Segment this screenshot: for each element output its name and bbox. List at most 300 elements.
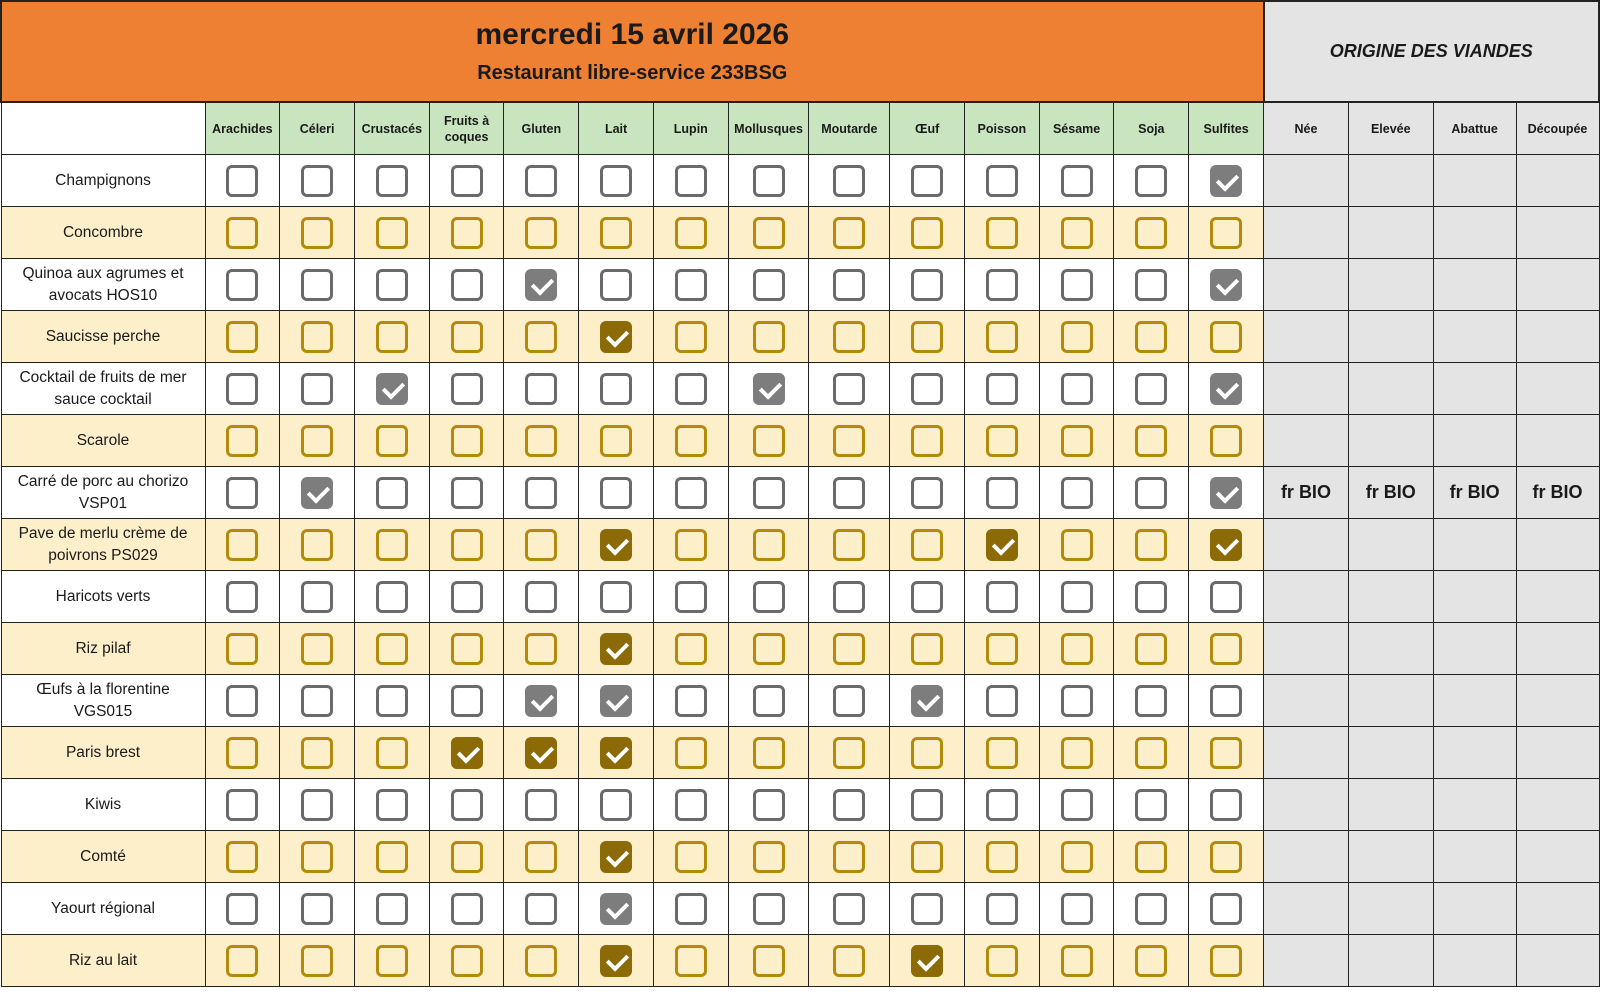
dish-row — [1, 415, 1599, 467]
origin-cell-abattue — [1433, 623, 1516, 675]
empty-checkbox[interactable] — [600, 165, 632, 197]
origin-cell-elevee — [1348, 727, 1433, 779]
checked-checkbox[interactable] — [911, 945, 943, 977]
allergen-cell-gluten — [504, 935, 579, 987]
empty-checkbox[interactable] — [911, 165, 943, 197]
allergen-cell-sulfites — [1189, 311, 1264, 363]
empty-checkbox[interactable] — [833, 269, 865, 301]
empty-checkbox[interactable] — [376, 529, 408, 561]
origin-cell-nee — [1264, 883, 1349, 935]
allergen-cell-gluten — [504, 155, 579, 207]
empty-checkbox[interactable] — [911, 893, 943, 925]
allergen-cell-sesame — [1039, 311, 1114, 363]
empty-checkbox[interactable] — [451, 477, 483, 509]
empty-checkbox[interactable] — [301, 269, 333, 301]
origin-cell-elevee — [1348, 363, 1433, 415]
empty-checkbox[interactable] — [675, 321, 707, 353]
empty-checkbox[interactable] — [1210, 321, 1242, 353]
column-header-row — [1, 102, 1599, 155]
empty-checkbox[interactable] — [301, 789, 333, 821]
empty-checkbox[interactable] — [1135, 477, 1167, 509]
empty-checkbox[interactable] — [753, 633, 785, 665]
empty-checkbox[interactable] — [753, 945, 785, 977]
allergen-cell-sesame — [1039, 207, 1114, 259]
empty-checkbox[interactable] — [1210, 685, 1242, 717]
empty-checkbox[interactable] — [1061, 841, 1093, 873]
empty-checkbox[interactable] — [753, 685, 785, 717]
empty-checkbox[interactable] — [600, 269, 632, 301]
allergen-cell-arachides — [205, 623, 280, 675]
empty-checkbox[interactable] — [226, 633, 258, 665]
empty-checkbox[interactable] — [525, 529, 557, 561]
empty-checkbox[interactable] — [986, 789, 1018, 821]
empty-checkbox[interactable] — [451, 685, 483, 717]
empty-checkbox[interactable] — [1061, 581, 1093, 613]
allergen-header-soja: Soja — [1114, 102, 1189, 155]
empty-checkbox[interactable] — [301, 633, 333, 665]
empty-checkbox[interactable] — [301, 217, 333, 249]
origin-cell-abattue — [1433, 259, 1516, 311]
allergen-cell-celeri — [280, 779, 355, 831]
allergen-cell-poisson — [964, 311, 1039, 363]
empty-checkbox[interactable] — [1210, 737, 1242, 769]
dish-row — [1, 519, 1599, 571]
empty-checkbox[interactable] — [376, 321, 408, 353]
empty-checkbox[interactable] — [1135, 581, 1167, 613]
empty-checkbox[interactable] — [451, 425, 483, 457]
empty-checkbox[interactable] — [525, 165, 557, 197]
empty-checkbox[interactable] — [911, 477, 943, 509]
empty-checkbox[interactable] — [226, 893, 258, 925]
empty-checkbox[interactable] — [1210, 581, 1242, 613]
empty-checkbox[interactable] — [226, 217, 258, 249]
checked-checkbox[interactable] — [600, 841, 632, 873]
empty-checkbox[interactable] — [986, 841, 1018, 873]
allergen-cell-poisson — [964, 935, 1039, 987]
empty-checkbox[interactable] — [675, 581, 707, 613]
empty-checkbox[interactable] — [301, 581, 333, 613]
empty-checkbox[interactable] — [376, 789, 408, 821]
empty-checkbox[interactable] — [1061, 737, 1093, 769]
empty-checkbox[interactable] — [833, 477, 865, 509]
allergen-cell-poisson — [964, 779, 1039, 831]
empty-checkbox[interactable] — [226, 841, 258, 873]
checked-checkbox[interactable] — [376, 373, 408, 405]
empty-checkbox[interactable] — [451, 321, 483, 353]
dish-row — [1, 623, 1599, 675]
empty-checkbox[interactable] — [525, 321, 557, 353]
empty-checkbox[interactable] — [675, 165, 707, 197]
empty-checkbox[interactable] — [1061, 685, 1093, 717]
empty-checkbox[interactable] — [675, 945, 707, 977]
empty-checkbox[interactable] — [1061, 373, 1093, 405]
allergen-header-crustaces: Crustacés — [354, 102, 429, 155]
empty-checkbox[interactable] — [1210, 789, 1242, 821]
checked-checkbox[interactable] — [600, 529, 632, 561]
empty-checkbox[interactable] — [376, 217, 408, 249]
checked-checkbox[interactable] — [600, 737, 632, 769]
empty-checkbox[interactable] — [600, 581, 632, 613]
empty-checkbox[interactable] — [525, 373, 557, 405]
allergen-cell-lupin — [653, 415, 728, 467]
origin-cell-elevee — [1348, 571, 1433, 623]
allergen-cell-moutarde — [809, 571, 890, 623]
allergen-cell-moutarde — [809, 519, 890, 571]
empty-checkbox[interactable] — [301, 165, 333, 197]
empty-checkbox[interactable] — [675, 633, 707, 665]
empty-checkbox[interactable] — [451, 269, 483, 301]
empty-checkbox[interactable] — [1061, 945, 1093, 977]
empty-checkbox[interactable] — [1135, 945, 1167, 977]
empty-checkbox[interactable] — [675, 373, 707, 405]
origin-cell-decoupee — [1516, 207, 1599, 259]
empty-checkbox[interactable] — [301, 945, 333, 977]
origin-cell-nee — [1264, 675, 1349, 727]
empty-checkbox[interactable] — [1061, 425, 1093, 457]
empty-checkbox[interactable] — [1135, 737, 1167, 769]
empty-checkbox[interactable] — [1135, 165, 1167, 197]
empty-checkbox[interactable] — [226, 373, 258, 405]
empty-checkbox[interactable] — [226, 321, 258, 353]
empty-checkbox[interactable] — [226, 789, 258, 821]
empty-checkbox[interactable] — [376, 737, 408, 769]
empty-checkbox[interactable] — [753, 217, 785, 249]
empty-checkbox[interactable] — [753, 165, 785, 197]
empty-checkbox[interactable] — [833, 737, 865, 769]
empty-checkbox[interactable] — [675, 529, 707, 561]
empty-checkbox[interactable] — [1061, 529, 1093, 561]
allergen-header-poisson: Poisson — [964, 102, 1039, 155]
empty-checkbox[interactable] — [753, 425, 785, 457]
empty-checkbox[interactable] — [226, 425, 258, 457]
allergen-cell-lait — [579, 675, 654, 727]
dish-row — [1, 675, 1599, 727]
empty-checkbox[interactable] — [525, 217, 557, 249]
allergen-cell-crustaces — [354, 571, 429, 623]
empty-checkbox[interactable] — [1061, 893, 1093, 925]
allergen-cell-poisson — [964, 467, 1039, 519]
empty-checkbox[interactable] — [911, 217, 943, 249]
empty-checkbox[interactable] — [301, 893, 333, 925]
empty-checkbox[interactable] — [675, 685, 707, 717]
empty-checkbox[interactable] — [1135, 893, 1167, 925]
checked-checkbox[interactable] — [1210, 269, 1242, 301]
empty-checkbox[interactable] — [1135, 217, 1167, 249]
empty-checkbox[interactable] — [1135, 789, 1167, 821]
empty-checkbox[interactable] — [525, 789, 557, 821]
allergen-cell-celeri — [280, 935, 355, 987]
empty-checkbox[interactable] — [833, 633, 865, 665]
empty-checkbox[interactable] — [675, 737, 707, 769]
allergen-header-lupin: Lupin — [653, 102, 728, 155]
empty-checkbox[interactable] — [376, 841, 408, 873]
empty-checkbox[interactable] — [675, 425, 707, 457]
origin-cell-abattue — [1433, 831, 1516, 883]
allergen-cell-poisson — [964, 155, 1039, 207]
checked-checkbox[interactable] — [600, 633, 632, 665]
origin-header-abattue: Abattue — [1433, 102, 1516, 155]
empty-checkbox[interactable] — [376, 425, 408, 457]
empty-checkbox[interactable] — [1210, 841, 1242, 873]
empty-checkbox[interactable] — [911, 529, 943, 561]
empty-checkbox[interactable] — [1061, 789, 1093, 821]
allergen-header-arachides: Arachides — [205, 102, 280, 155]
origin-cell-abattue — [1433, 415, 1516, 467]
empty-checkbox[interactable] — [675, 477, 707, 509]
empty-checkbox[interactable] — [1061, 269, 1093, 301]
checked-checkbox[interactable] — [525, 685, 557, 717]
origin-cell-abattue — [1433, 935, 1516, 987]
empty-checkbox[interactable] — [1135, 321, 1167, 353]
empty-checkbox[interactable] — [1135, 373, 1167, 405]
empty-checkbox[interactable] — [451, 165, 483, 197]
empty-checkbox[interactable] — [911, 425, 943, 457]
empty-checkbox[interactable] — [226, 581, 258, 613]
empty-checkbox[interactable] — [986, 685, 1018, 717]
empty-checkbox[interactable] — [226, 529, 258, 561]
empty-checkbox[interactable] — [833, 581, 865, 613]
empty-checkbox[interactable] — [753, 789, 785, 821]
origin-cell-abattue — [1433, 363, 1516, 415]
dish-row — [1, 467, 1599, 519]
dish-row — [1, 935, 1599, 987]
allergen-cell-fruits-a-coques — [429, 363, 504, 415]
empty-checkbox[interactable] — [753, 269, 785, 301]
checked-checkbox[interactable] — [451, 737, 483, 769]
empty-checkbox[interactable] — [226, 685, 258, 717]
empty-checkbox[interactable] — [525, 581, 557, 613]
empty-checkbox[interactable] — [911, 633, 943, 665]
empty-checkbox[interactable] — [986, 373, 1018, 405]
allergen-cell-lupin — [653, 259, 728, 311]
allergen-cell-poisson — [964, 675, 1039, 727]
empty-checkbox[interactable] — [911, 581, 943, 613]
allergen-cell-poisson — [964, 831, 1039, 883]
empty-checkbox[interactable] — [675, 789, 707, 821]
checked-checkbox[interactable] — [1210, 529, 1242, 561]
allergen-cell-soja — [1114, 415, 1189, 467]
dish-row — [1, 311, 1599, 363]
empty-checkbox[interactable] — [753, 581, 785, 613]
empty-checkbox[interactable] — [1061, 165, 1093, 197]
empty-checkbox[interactable] — [1061, 217, 1093, 249]
empty-checkbox[interactable] — [1135, 685, 1167, 717]
empty-checkbox[interactable] — [1135, 529, 1167, 561]
empty-checkbox[interactable] — [1135, 633, 1167, 665]
empty-checkbox[interactable] — [833, 945, 865, 977]
empty-checkbox[interactable] — [911, 321, 943, 353]
checked-checkbox[interactable] — [986, 529, 1018, 561]
empty-checkbox[interactable] — [301, 425, 333, 457]
empty-checkbox[interactable] — [833, 321, 865, 353]
empty-checkbox[interactable] — [600, 217, 632, 249]
empty-checkbox[interactable] — [1135, 841, 1167, 873]
allergen-cell-sulfites — [1189, 519, 1264, 571]
empty-checkbox[interactable] — [301, 841, 333, 873]
empty-checkbox[interactable] — [600, 373, 632, 405]
empty-checkbox[interactable] — [1061, 477, 1093, 509]
empty-checkbox[interactable] — [986, 945, 1018, 977]
checked-checkbox[interactable] — [1210, 373, 1242, 405]
empty-checkbox[interactable] — [986, 581, 1018, 613]
checked-checkbox[interactable] — [1210, 477, 1242, 509]
empty-checkbox[interactable] — [833, 425, 865, 457]
allergen-cell-sulfites — [1189, 363, 1264, 415]
empty-checkbox[interactable] — [451, 789, 483, 821]
allergen-cell-oeuf — [890, 935, 965, 987]
allergen-cell-lupin — [653, 675, 728, 727]
allergen-cell-crustaces — [354, 207, 429, 259]
origin-cell-abattue — [1433, 571, 1516, 623]
empty-checkbox[interactable] — [1061, 633, 1093, 665]
empty-checkbox[interactable] — [525, 633, 557, 665]
empty-checkbox[interactable] — [525, 893, 557, 925]
empty-checkbox[interactable] — [1135, 269, 1167, 301]
empty-checkbox[interactable] — [986, 893, 1018, 925]
checked-checkbox[interactable] — [600, 893, 632, 925]
empty-checkbox[interactable] — [986, 165, 1018, 197]
allergen-cell-gluten — [504, 519, 579, 571]
allergen-cell-mollusques — [728, 727, 809, 779]
empty-checkbox[interactable] — [753, 529, 785, 561]
empty-checkbox[interactable] — [833, 789, 865, 821]
checked-checkbox[interactable] — [600, 321, 632, 353]
empty-checkbox[interactable] — [600, 425, 632, 457]
empty-checkbox[interactable] — [226, 269, 258, 301]
empty-checkbox[interactable] — [451, 217, 483, 249]
empty-checkbox[interactable] — [986, 425, 1018, 457]
allergen-cell-moutarde — [809, 779, 890, 831]
allergen-cell-celeri — [280, 259, 355, 311]
empty-checkbox[interactable] — [911, 269, 943, 301]
empty-checkbox[interactable] — [376, 945, 408, 977]
checked-checkbox[interactable] — [1210, 165, 1242, 197]
empty-checkbox[interactable] — [301, 321, 333, 353]
empty-checkbox[interactable] — [986, 633, 1018, 665]
allergen-cell-mollusques — [728, 571, 809, 623]
allergen-cell-fruits-a-coques — [429, 831, 504, 883]
empty-checkbox[interactable] — [525, 945, 557, 977]
empty-checkbox[interactable] — [1135, 425, 1167, 457]
empty-checkbox[interactable] — [1210, 425, 1242, 457]
empty-checkbox[interactable] — [451, 633, 483, 665]
empty-checkbox[interactable] — [833, 373, 865, 405]
allergen-cell-mollusques — [728, 363, 809, 415]
empty-checkbox[interactable] — [600, 477, 632, 509]
empty-checkbox[interactable] — [301, 685, 333, 717]
empty-checkbox[interactable] — [525, 841, 557, 873]
empty-checkbox[interactable] — [833, 841, 865, 873]
empty-checkbox[interactable] — [451, 529, 483, 561]
checked-checkbox[interactable] — [911, 685, 943, 717]
empty-checkbox[interactable] — [753, 477, 785, 509]
empty-checkbox[interactable] — [376, 477, 408, 509]
empty-checkbox[interactable] — [911, 737, 943, 769]
empty-checkbox[interactable] — [525, 425, 557, 457]
allergen-cell-gluten — [504, 883, 579, 935]
allergen-cell-arachides — [205, 519, 280, 571]
checked-checkbox[interactable] — [301, 477, 333, 509]
empty-checkbox[interactable] — [753, 321, 785, 353]
checked-checkbox[interactable] — [525, 737, 557, 769]
empty-checkbox[interactable] — [451, 581, 483, 613]
empty-checkbox[interactable] — [376, 581, 408, 613]
empty-checkbox[interactable] — [1210, 893, 1242, 925]
empty-checkbox[interactable] — [675, 841, 707, 873]
dish-name: Riz au lait — [1, 935, 205, 987]
empty-checkbox[interactable] — [376, 893, 408, 925]
allergen-cell-sesame — [1039, 519, 1114, 571]
allergen-cell-poisson — [964, 363, 1039, 415]
empty-checkbox[interactable] — [301, 373, 333, 405]
empty-checkbox[interactable] — [1061, 321, 1093, 353]
empty-checkbox[interactable] — [833, 893, 865, 925]
checked-checkbox[interactable] — [600, 945, 632, 977]
empty-checkbox[interactable] — [753, 893, 785, 925]
empty-checkbox[interactable] — [226, 165, 258, 197]
allergen-cell-mollusques — [728, 519, 809, 571]
allergen-cell-moutarde — [809, 311, 890, 363]
empty-checkbox[interactable] — [753, 841, 785, 873]
empty-checkbox[interactable] — [451, 945, 483, 977]
empty-checkbox[interactable] — [226, 477, 258, 509]
empty-checkbox[interactable] — [226, 737, 258, 769]
checked-checkbox[interactable] — [600, 685, 632, 717]
empty-checkbox[interactable] — [833, 529, 865, 561]
empty-checkbox[interactable] — [986, 477, 1018, 509]
empty-checkbox[interactable] — [753, 737, 785, 769]
empty-checkbox[interactable] — [986, 217, 1018, 249]
empty-checkbox[interactable] — [1210, 217, 1242, 249]
allergen-header-mollusques: Mollusques — [728, 102, 809, 155]
allergen-cell-lait — [579, 259, 654, 311]
empty-checkbox[interactable] — [675, 893, 707, 925]
empty-checkbox[interactable] — [675, 269, 707, 301]
empty-checkbox[interactable] — [911, 789, 943, 821]
empty-checkbox[interactable] — [986, 737, 1018, 769]
empty-checkbox[interactable] — [376, 633, 408, 665]
allergen-cell-sulfites — [1189, 623, 1264, 675]
empty-checkbox[interactable] — [226, 945, 258, 977]
empty-checkbox[interactable] — [600, 789, 632, 821]
origin-cell-elevee — [1348, 155, 1433, 207]
empty-checkbox[interactable] — [301, 737, 333, 769]
empty-checkbox[interactable] — [833, 685, 865, 717]
empty-checkbox[interactable] — [376, 269, 408, 301]
empty-checkbox[interactable] — [833, 217, 865, 249]
empty-checkbox[interactable] — [525, 477, 557, 509]
empty-checkbox[interactable] — [911, 373, 943, 405]
empty-checkbox[interactable] — [376, 685, 408, 717]
origin-cell-decoupee — [1516, 519, 1599, 571]
checked-checkbox[interactable] — [525, 269, 557, 301]
empty-checkbox[interactable] — [1210, 633, 1242, 665]
empty-checkbox[interactable] — [675, 217, 707, 249]
empty-checkbox[interactable] — [301, 529, 333, 561]
empty-checkbox[interactable] — [833, 165, 865, 197]
dish-name: Paris brest — [1, 727, 205, 779]
empty-checkbox[interactable] — [451, 373, 483, 405]
empty-checkbox[interactable] — [1210, 945, 1242, 977]
empty-checkbox[interactable] — [986, 321, 1018, 353]
empty-checkbox[interactable] — [376, 165, 408, 197]
empty-checkbox[interactable] — [451, 841, 483, 873]
empty-checkbox[interactable] — [911, 841, 943, 873]
dish-name: Yaourt régional — [1, 883, 205, 935]
checked-checkbox[interactable] — [753, 373, 785, 405]
empty-checkbox[interactable] — [451, 893, 483, 925]
empty-checkbox[interactable] — [986, 269, 1018, 301]
